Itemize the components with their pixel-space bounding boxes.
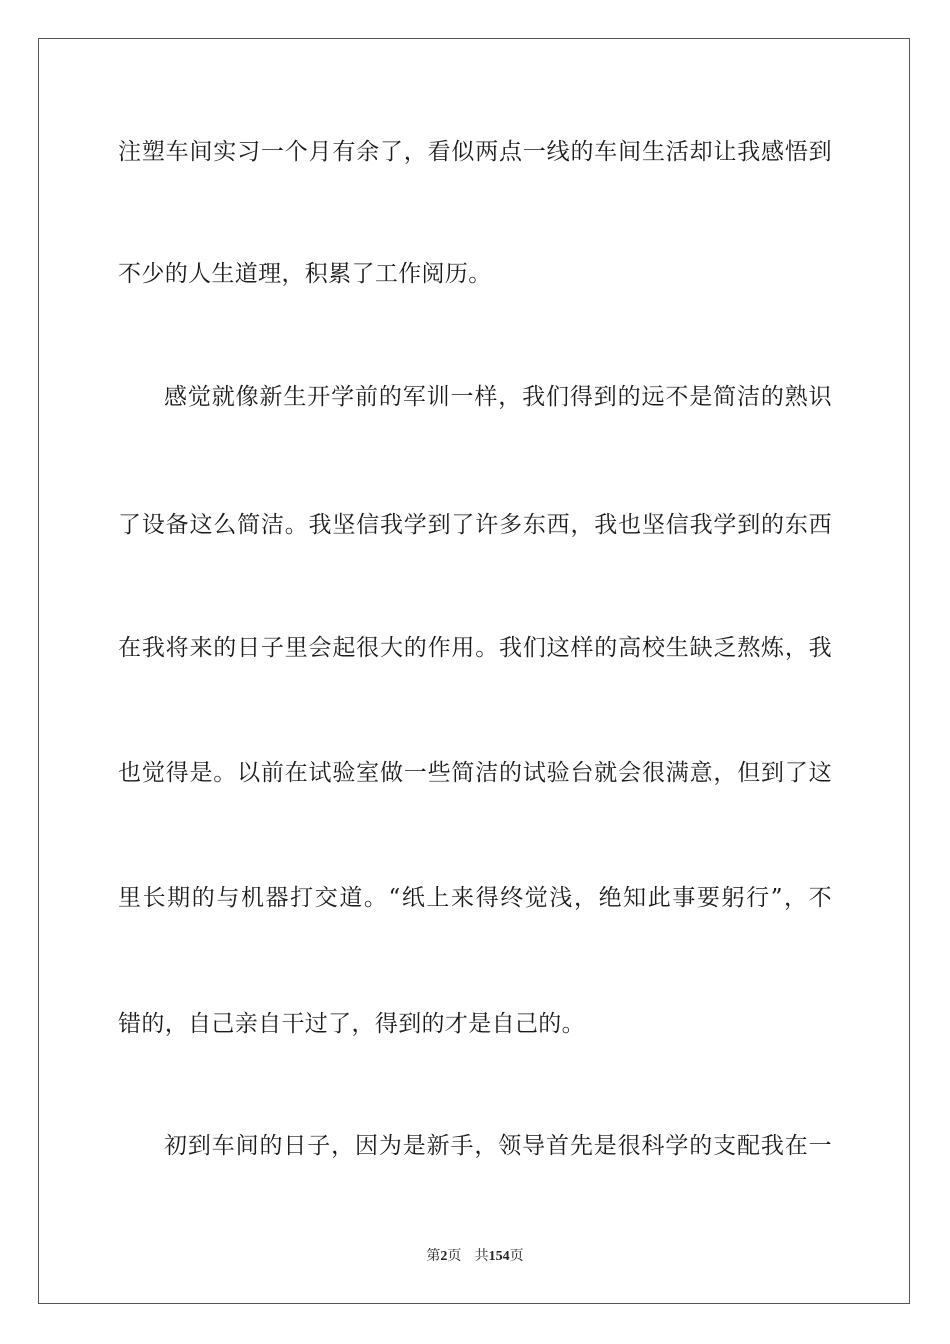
body-text-line: 也觉得是。以前在试验室做一些简洁的试验台就会很满意，但到了这 xyxy=(118,760,832,786)
page-number: 2 xyxy=(440,1249,448,1264)
body-text-line: 在我将来的日子里会起很大的作用。我们这样的高校生缺乏熬炼，我 xyxy=(118,635,832,661)
total-suffix: 页 xyxy=(509,1248,524,1264)
page-suffix: 页 xyxy=(447,1248,462,1264)
body-text-line: 注塑车间实习一个月有余了，看似两点一线的车间生活却让我感悟到 xyxy=(118,139,832,165)
page-footer xyxy=(0,1247,950,1266)
page-prefix: 第 xyxy=(426,1248,441,1264)
body-text-line: 了设备这么简洁。我坚信我学到了许多东西，我也坚信我学到的东西 xyxy=(118,512,832,538)
body-text-line: 感觉就像新生开学前的军训一样，我们得到的远不是简洁的熟识 xyxy=(164,384,832,410)
body-text-line: 不少的人生道理，积累了工作阅历。 xyxy=(118,261,492,287)
body-text-line: 初到车间的日子，因为是新手，领导首先是很科学的支配我在一 xyxy=(164,1133,832,1159)
total-prefix: 共 xyxy=(474,1248,489,1264)
body-text-line: 里长期的与机器打交道。“纸上来得终觉浅，绝知此事要躬行”，不 xyxy=(118,885,832,911)
page-frame xyxy=(38,38,910,1304)
body-text-line: 错的，自己亲自干过了，得到的才是自己的。 xyxy=(118,1011,585,1037)
total-pages: 154 xyxy=(488,1249,510,1264)
